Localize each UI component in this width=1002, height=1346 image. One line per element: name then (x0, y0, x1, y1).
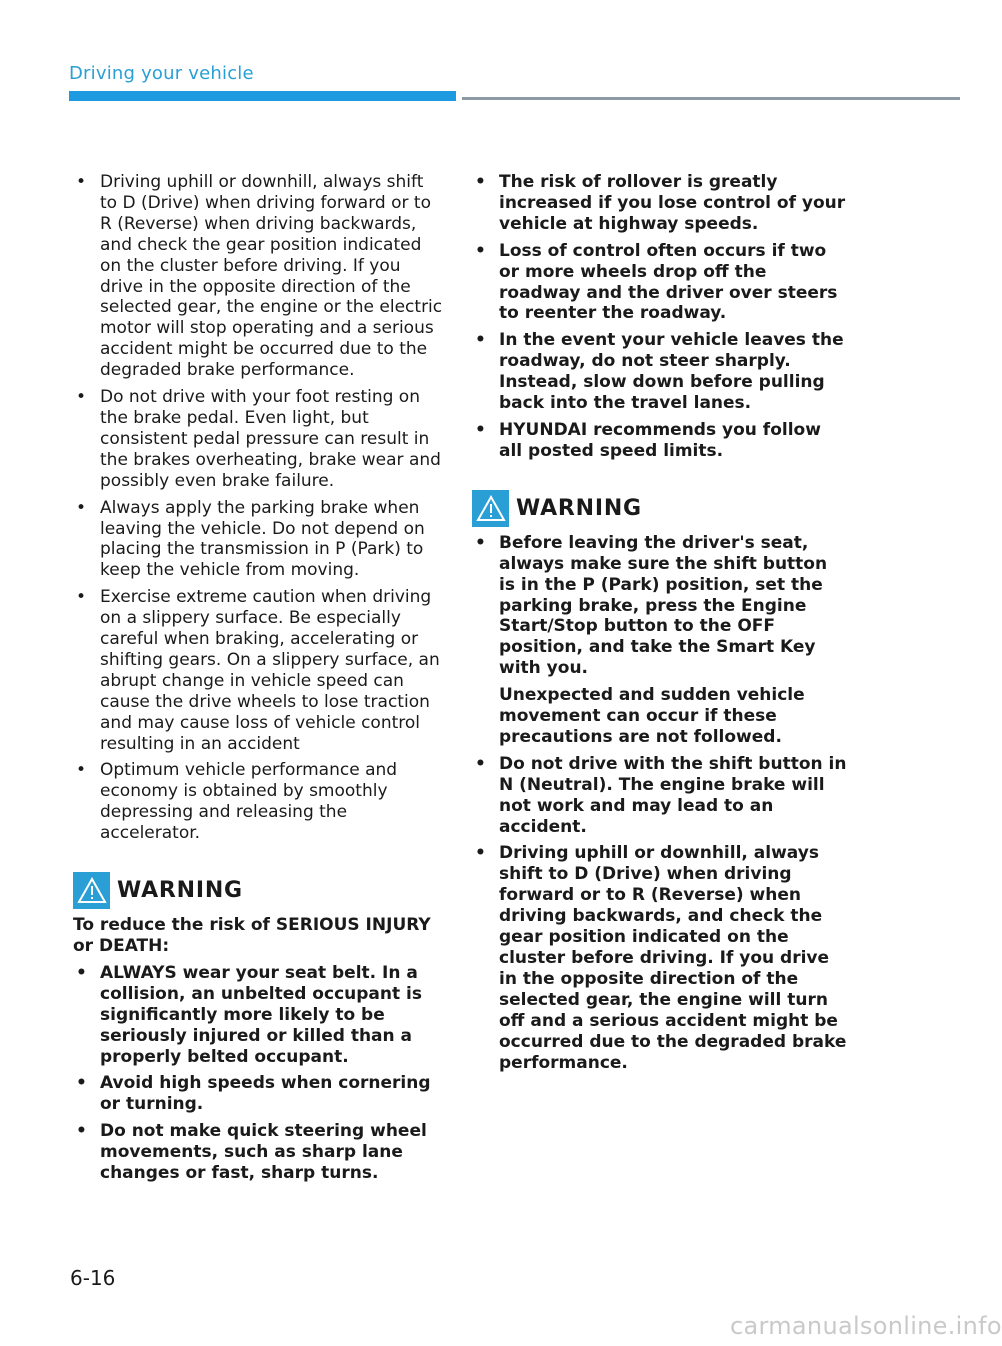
warning-list (73, 963, 443, 1184)
list-item: • Exercise extreme caution when driving on a slippery surface. Be especially careful when braking, accelerating or shifting gears. On a slippery surface, an abrupt change in vehicle speed can cause the drive wheels to lose traction and may cause loss of vehicle control resulting in an accident (76, 587, 440, 754)
header-rule-gray (462, 97, 960, 100)
list-item-continuation: Unexpected and sudden vehicle movement can occur if these precautions are not followed. (499, 685, 805, 747)
warning-triangle-icon (73, 872, 110, 909)
warning-intro: To reduce the risk of SERIOUS INJURY or DEATH: (73, 915, 431, 956)
list-item: • The risk of rollover is greatly increased if you lose control of your vehicle at highway speeds. (475, 172, 846, 234)
list-item: • ALWAYS wear your seat belt. In a collision, an unbelted occupant is significantly more likely to be seriously injured or killed than a properly belted occupant. (76, 962, 422, 1067)
rollover-list (472, 172, 847, 462)
list-item: • Do not make quick steering wheel movements, such as sharp lane changes or fast, sharp turns. (76, 1121, 427, 1184)
list-item: • Driving uphill or downhill, always shift to D (Drive) when driving forward or to R (Reverse) when driving backwards, and check the gear position indicated on the cluster before driving. If you drive in the opposite direction of the selected gear, the engine will turn off and a serious accident might be occurred due to the degraded brake performance. (475, 843, 847, 1073)
warning-heading (73, 872, 443, 909)
warning-heading (472, 490, 847, 527)
section-title: Driving your vehicle (69, 63, 254, 84)
list-item: • Avoid high speeds when cornering or turning. (76, 1073, 431, 1115)
list-item: • HYUNDAI recommends you follow all posted speed limits. (475, 419, 821, 461)
list-item: • Do not drive with your foot resting on the brake pedal. Even light, but consistent pedal pressure can result in the brakes overheating, brake wear and possibly even brake failure. (76, 387, 441, 491)
list-item: • Optimum vehicle performance and economy is obtained by smoothly depressing and releasing the accelerator. (76, 760, 398, 844)
list-item: • Before leaving the driver's seat, always make sure the shift button is in the P (Park) position, set the parking brake, press the Engine Start/Stop button to the OFF position, and take the Smart Key with you. Unexpected and sudden vehicle movement can occur if these precautions are not followed. (472, 533, 847, 748)
list-item: • In the event your vehicle leaves the roadway, do not steer sharply. Instead, slow down before pulling back into the travel lanes. (475, 330, 844, 414)
caution-list (73, 172, 443, 844)
header-rule-accent (69, 91, 456, 101)
warning-list (472, 533, 847, 1074)
list-item: • Loss of control often occurs if two or more wheels drop off the roadway and the driver over steers to reenter the roadway. (475, 240, 838, 324)
list-item: • Driving uphill or downhill, always shift to D (Drive) when driving forward or to R (Reverse) when driving backwards, and check the gear position indicated on the cluster before driving. If you drive in the opposite direction of the selected gear, the engine or the electric motor will stop operating and a serious accident might be occurred due to the degraded brake performance. (76, 172, 443, 381)
left-column (73, 172, 443, 1190)
list-item: • Always apply the parking brake when leaving the vehicle. Do not depend on placing the transmission in P (Park) to keep the vehicle from moving. (76, 497, 425, 581)
right-column (472, 172, 847, 1079)
warning-triangle-icon (472, 490, 509, 527)
watermark: carmanualsonline.info (730, 1312, 1002, 1340)
list-item: • Do not drive with the shift button in N (Neutral). The engine brake will not work and may lead to an accident. (475, 753, 847, 837)
warning-label: WARNING (516, 495, 642, 521)
page-number: 6-16 (70, 1266, 116, 1290)
warning-label: WARNING (117, 878, 243, 904)
